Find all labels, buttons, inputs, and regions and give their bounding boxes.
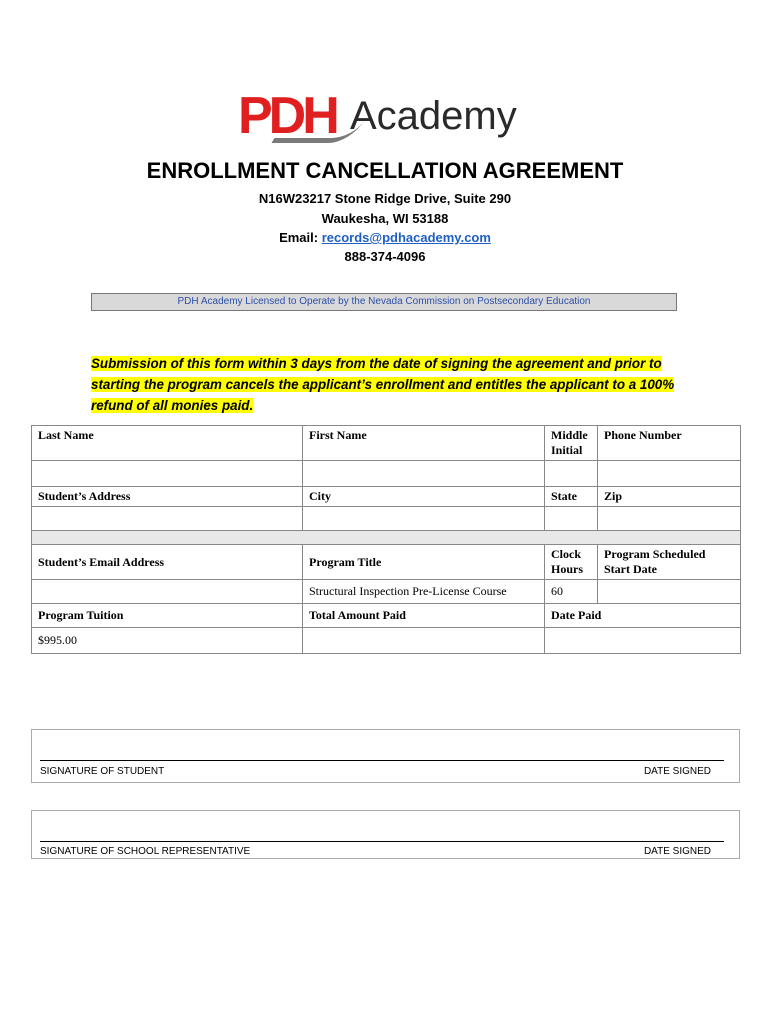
tuition-label: Program Tuition bbox=[32, 604, 303, 628]
total-paid-label: Total Amount Paid bbox=[303, 604, 545, 628]
start-date-field[interactable] bbox=[598, 580, 741, 604]
state-label: State bbox=[545, 487, 598, 507]
city-label: City bbox=[303, 487, 545, 507]
city-field[interactable] bbox=[303, 507, 545, 531]
date-paid-label: Date Paid bbox=[545, 604, 741, 628]
last-name-field[interactable] bbox=[32, 461, 303, 487]
email-line bbox=[0, 230, 770, 245]
cancellation-notice bbox=[91, 353, 691, 416]
first-name-label: First Name bbox=[303, 426, 545, 461]
zip-label: Zip bbox=[598, 487, 741, 507]
license-banner: PDH Academy Licensed to Operate by the Nevada Commission on Postsecondary Education bbox=[91, 293, 677, 311]
state-field[interactable] bbox=[545, 507, 598, 531]
logo-academy-text: Academy bbox=[350, 94, 517, 138]
address-label: Student’s Address bbox=[32, 487, 303, 507]
middle-initial-label: Middle Initial bbox=[545, 426, 598, 461]
program-title-value: Structural Inspection Pre-License Course bbox=[303, 580, 545, 604]
enrollment-form-table bbox=[31, 425, 741, 654]
logo-pdh-text: PDH bbox=[238, 87, 336, 145]
student-date-label: DATE SIGNED bbox=[643, 766, 711, 777]
notice-line-2: starting the program cancels the applicant’s enrollment and entitles the applicant to a 100% bbox=[91, 377, 675, 392]
student-signature-box[interactable] bbox=[31, 729, 740, 783]
email-address-label: Student’s Email Address bbox=[32, 545, 303, 580]
notice-line-1: Submission of this form within 3 days from the date of signing the agreement and prior to bbox=[91, 356, 662, 371]
phone-number-field[interactable] bbox=[598, 461, 741, 487]
tuition-value: $995.00 bbox=[32, 628, 303, 654]
middle-initial-field[interactable] bbox=[545, 461, 598, 487]
date-paid-field[interactable] bbox=[545, 628, 741, 654]
last-name-label: Last Name bbox=[32, 426, 303, 461]
student-signature-label: SIGNATURE OF STUDENT bbox=[40, 766, 165, 777]
school-signature-box[interactable] bbox=[31, 810, 740, 859]
clock-hours-value: 60 bbox=[545, 580, 598, 604]
first-name-field[interactable] bbox=[303, 461, 545, 487]
document-title: ENROLLMENT CANCELLATION AGREEMENT bbox=[146, 158, 624, 183]
school-signature-label: SIGNATURE OF SCHOOL REPRESENTATIVE bbox=[40, 846, 251, 857]
phone-number-label: Phone Number bbox=[598, 426, 741, 461]
total-paid-field[interactable] bbox=[303, 628, 545, 654]
address-line-1: N16W23217 Stone Ridge Drive, Suite 290 bbox=[258, 191, 512, 206]
zip-field[interactable] bbox=[598, 507, 741, 531]
program-title-label: Program Title bbox=[303, 545, 545, 580]
school-date-label: DATE SIGNED bbox=[643, 846, 711, 857]
email-link[interactable]: records@pdhacademy.com bbox=[321, 230, 491, 245]
student-signature-line bbox=[40, 760, 724, 761]
form-section-divider bbox=[32, 531, 741, 545]
pdh-academy-logo bbox=[238, 87, 538, 145]
clock-hours-label: Clock Hours bbox=[545, 545, 598, 580]
email-label: Email: bbox=[279, 230, 319, 245]
notice-line-3: refund of all monies paid. bbox=[91, 398, 254, 413]
phone-line: 888-374-4096 bbox=[344, 249, 426, 264]
email-address-field[interactable] bbox=[32, 580, 303, 604]
address-field[interactable] bbox=[32, 507, 303, 531]
address-line-2: Waukesha, WI 53188 bbox=[321, 211, 449, 226]
start-date-label: Program Scheduled Start Date bbox=[598, 545, 741, 580]
school-signature-line bbox=[40, 841, 724, 842]
